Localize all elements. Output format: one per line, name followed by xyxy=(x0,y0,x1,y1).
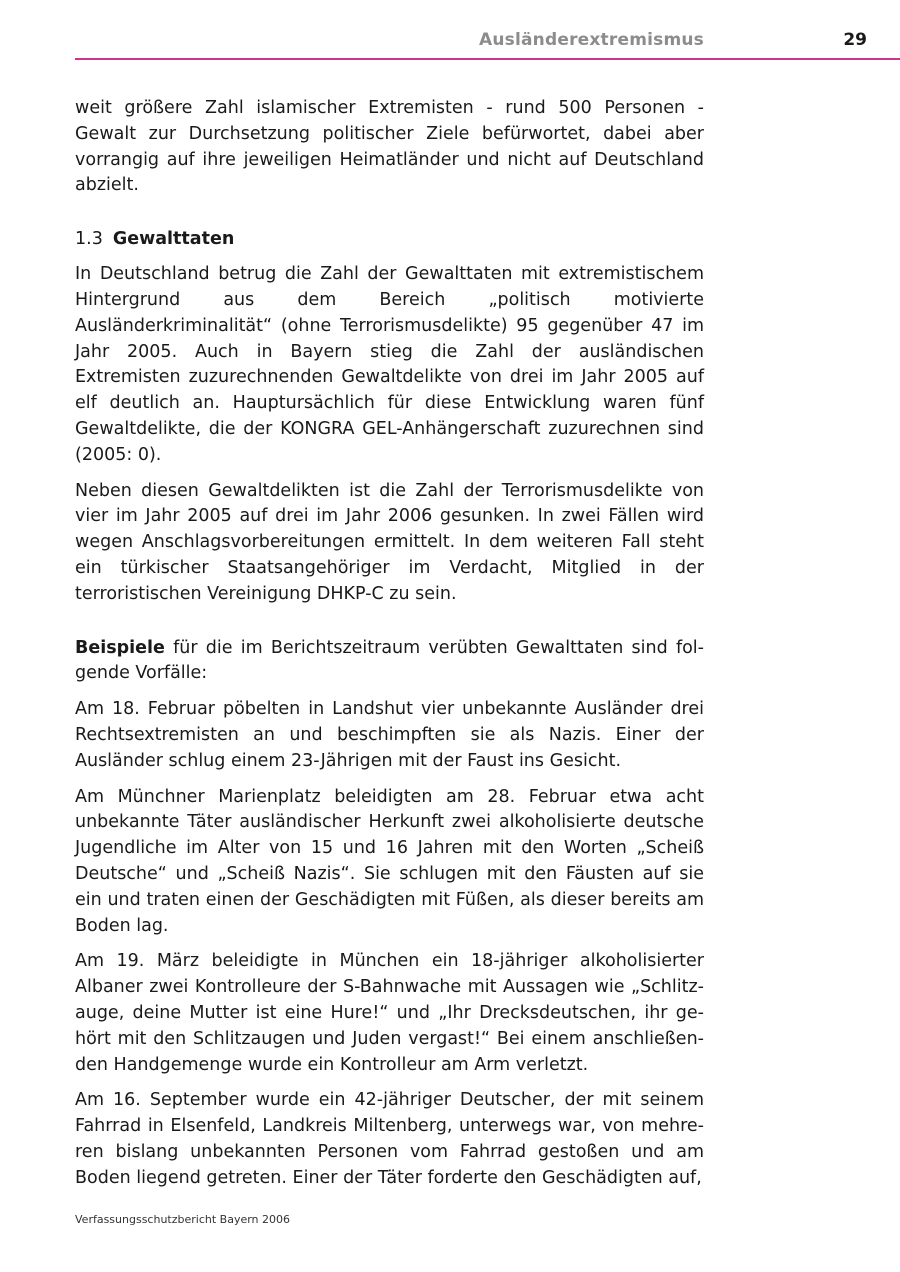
examples-lead-bold: Beispiele xyxy=(75,637,165,658)
page-number: 29 xyxy=(843,30,867,50)
page-body xyxy=(75,96,704,1191)
intro-paragraph: weit größere Zahl islamischer Extremisten - rund 500 Personen - Gewalt zur Durchsetzung politischer Ziele befürwortet, dabei aber vorrangig auf ihre jeweiligen Heimatländer und nicht auf Deutschland abzielt. xyxy=(75,98,704,196)
example-elsenfeld: Am 16. September wurde ein 42-jähriger Deutscher, der mit seinem Fahrrad in Elsenfeld, Landkreis Miltenberg, unterwegs war, von mehreren bislang unbekannten Personen vom Fahrrad gestoßen und am Boden liegend getreten. Einer der Täter forderte den Geschädigten auf, xyxy=(75,1090,704,1188)
section-heading xyxy=(75,226,704,252)
examples-lead xyxy=(75,636,704,688)
example-marienplatz: Am Münchner Marienplatz beleidigten am 28. Februar etwa acht unbekannte Täter ausländischer Herkunft zwei alkoholisierte deutsche Jugendliche im Alter von 15 und 16 Jahren mit den Worten „Scheiß Deutsche“ und „Scheiß Nazis“. Sie schlugen mit den Fäusten auf sie ein und traten einen der Geschädigten mit Füßen, als dieser bereits am Boden lag. xyxy=(75,786,704,936)
page-footer: Verfassungsschutzbericht Bayern 2006 xyxy=(75,1213,291,1226)
paragraph-violent-acts: In Deutschland betrug die Zahl der Gewalttaten mit extremistischem Hintergrund aus dem Bereich „politisch motivierte Ausländerkriminalität“ (ohne Terrorismusdelikte) 95 gegenüber 47 im Jahr 2005. Auch in Bayern stieg die Zahl der ausländischen Extremisten zuzurechnenden Gewaltdelikte von drei im Jahr 2005 auf elf deutlich an. Hauptursächlich für diese Entwicklung waren fünf Gewaltdelikte, die der KONGRA GEL-Anhängerschaft zuzurechnen sind (2005: 0). xyxy=(75,264,704,465)
running-title: Ausländerextremismus xyxy=(479,30,704,50)
example-s-bahn: Am 19. März beleidigte in München ein 18-jähriger alkoholisierter Albaner zwei Kontrolleure der S-Bahnwache mit Aussagen wie „Schlitzauge, deine Mutter ist eine Hure!“ und „Ihr Drecksdeutschen, ihr gehört mit den Schlitzaugen und Juden vergast!“ Bei einem anschließenden Handgemenge wurde ein Kontrolleur am Arm verletzt. xyxy=(75,951,704,1075)
examples-lead-rest: für die im Berichtszeitraum verübten Gewalttaten sind folgende Vorfälle: xyxy=(75,637,704,684)
paragraph-terrorism-offences: Neben diesen Gewaltdelikten ist die Zahl der Terrorismusdelikte von vier im Jahr 2005 auf drei im Jahr 2006 gesunken. In zwei Fällen wird wegen Anschlagsvorbereitungen ermittelt. In dem weiteren Fall steht ein türkischer Staatsangehöriger im Verdacht, Mitglied in der terroristischen Vereinigung DHKP-C zu sein. xyxy=(75,480,704,604)
page-header xyxy=(75,26,900,60)
example-landshut: Am 18. Februar pöbelten in Landshut vier unbekannte Ausländer drei Rechtsextremisten an und beschimpften sie als Nazis. Einer der Ausländer schlug einem 23-Jährigen mit der Faust ins Gesicht. xyxy=(75,699,704,771)
section-title: Gewalttaten xyxy=(112,229,235,250)
section-number: 1.3 xyxy=(75,229,103,250)
